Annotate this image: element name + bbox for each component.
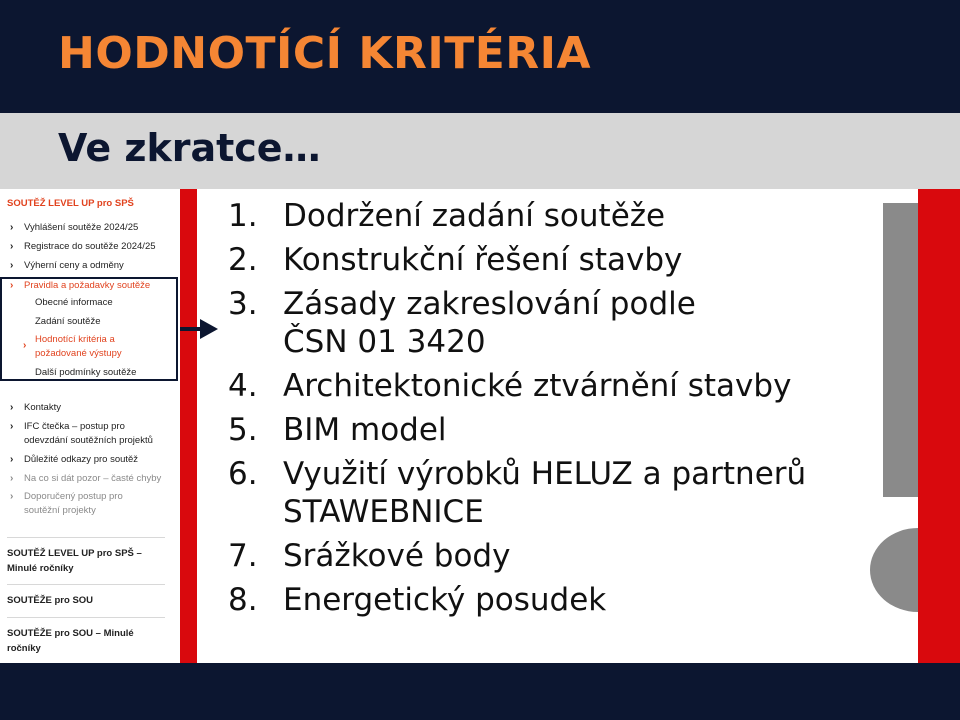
criteria-item <box>228 367 806 405</box>
nav-item-label: IFC čtečka – postup pro <box>24 421 125 432</box>
criteria-text: ČSN 01 3420 <box>283 324 486 360</box>
nav-item-label: odevzdání soutěžních projektů <box>24 435 153 446</box>
chevron-right-icon: › <box>10 280 14 291</box>
chevron-right-icon: › <box>10 454 14 465</box>
chevron-right-icon: › <box>10 260 14 271</box>
criteria-number: 2. <box>228 242 258 278</box>
chevron-right-icon: › <box>10 473 14 484</box>
nav-group-label: ročníky <box>7 643 41 654</box>
nav-item-kontakty[interactable] <box>10 401 61 415</box>
criteria-number: 5. <box>228 412 258 448</box>
nav-sub-zadani[interactable]: Zadání soutěže <box>35 316 101 327</box>
nav-sub-label: Hodnotící kritéria a <box>35 334 115 345</box>
nav-item-label: Pravidla a požadavky soutěže <box>24 280 151 291</box>
nav-item-label: Doporučený postup pro <box>24 491 123 502</box>
nav-item-odkazy[interactable] <box>10 453 138 467</box>
criteria-text: Srážkové body <box>283 538 511 574</box>
nav-item-label: Registrace do soutěže 2024/25 <box>24 241 156 252</box>
red-accent-bar-right <box>918 189 960 663</box>
nav-divider <box>7 537 165 538</box>
nav-section-title: SOUTĚŽ LEVEL UP pro SPŠ <box>7 198 134 209</box>
slide-header <box>0 0 960 113</box>
exclamation-icon <box>883 203 918 497</box>
criteria-text: Energetický posudek <box>283 582 607 618</box>
nav-group-sou[interactable] <box>7 593 93 608</box>
chevron-right-icon: › <box>23 340 27 351</box>
criteria-number: 7. <box>228 538 258 574</box>
nav-divider <box>7 584 165 585</box>
nav-group-label: SOUTĚŽE pro SOU <box>7 595 94 606</box>
nav-item-pravidla[interactable] <box>10 279 150 293</box>
criteria-text: Dodržení zadání soutěže <box>283 198 666 234</box>
criteria-item <box>228 581 806 619</box>
criteria-text: Využití výrobků HELUZ a partnerů <box>283 456 807 492</box>
nav-sub-hodnotici[interactable] <box>35 333 122 361</box>
nav-item-doporuceny[interactable] <box>10 490 123 518</box>
slide-content <box>0 189 960 663</box>
subtitle-bar <box>0 113 960 189</box>
nav-group-label: SOUTĚŽ LEVEL UP pro SPŠ – <box>7 548 142 559</box>
nav-group-label: SOUTĚŽE pro SOU – Minulé <box>7 628 134 639</box>
criteria-list <box>228 197 806 625</box>
criteria-item <box>228 455 806 531</box>
red-accent-bar-left <box>180 189 197 663</box>
nav-item-label: Výherní ceny a odměny <box>24 260 124 271</box>
website-nav-screenshot <box>0 189 180 663</box>
nav-divider <box>7 617 165 618</box>
criteria-number: 3. <box>228 286 258 322</box>
arrow-right-icon <box>200 319 218 339</box>
nav-item-label: Důležité odkazy pro soutěž <box>24 454 139 465</box>
slide-subtitle: Ve zkratce… <box>58 126 321 170</box>
nav-item-label: soutěžní projekty <box>24 505 96 516</box>
criteria-item <box>228 537 806 575</box>
nav-group-minule-spš[interactable] <box>7 546 142 576</box>
criteria-number: 6. <box>228 456 258 492</box>
criteria-text: BIM model <box>283 412 447 448</box>
criteria-number: 8. <box>228 582 258 618</box>
chevron-right-icon: › <box>10 491 14 502</box>
criteria-item <box>228 411 806 449</box>
nav-sub-label: požadované výstupy <box>35 348 122 359</box>
criteria-text: STAWEBNICE <box>283 494 484 530</box>
criteria-text: Zásady zakreslování podle <box>283 286 696 322</box>
nav-item-registrace[interactable] <box>10 240 156 254</box>
criteria-item <box>228 197 806 235</box>
nav-item-label: Kontakty <box>24 402 61 413</box>
chevron-right-icon: › <box>10 402 14 413</box>
criteria-number: 4. <box>228 368 258 404</box>
nav-group-label: Minulé ročníky <box>7 563 74 574</box>
nav-sub-obecne[interactable]: Obecné informace <box>35 297 113 308</box>
nav-item-label: Vyhlášení soutěže 2024/25 <box>24 222 139 233</box>
criteria-text: Konstrukční řešení stavby <box>283 242 683 278</box>
nav-sub-dalsi[interactable]: Další podmínky soutěže <box>35 367 137 378</box>
chevron-right-icon: › <box>10 241 14 252</box>
criteria-item <box>228 285 806 361</box>
criteria-number: 1. <box>228 198 258 234</box>
nav-item-vyherni-ceny[interactable] <box>10 259 124 273</box>
chevron-right-icon: › <box>10 222 14 233</box>
nav-item-chyby[interactable] <box>10 472 161 486</box>
nav-item-ifc[interactable] <box>10 420 153 448</box>
chevron-right-icon: › <box>10 421 14 432</box>
criteria-text: Architektonické ztvárnění stavby <box>283 368 792 404</box>
nav-group-sou-minule[interactable] <box>7 626 134 656</box>
slide-title: HODNOTÍCÍ KRITÉRIA <box>58 28 592 79</box>
nav-item-label: Na co si dát pozor – časté chyby <box>24 473 162 484</box>
criteria-item <box>228 241 806 279</box>
nav-item-vyhlaseni[interactable] <box>10 221 138 235</box>
